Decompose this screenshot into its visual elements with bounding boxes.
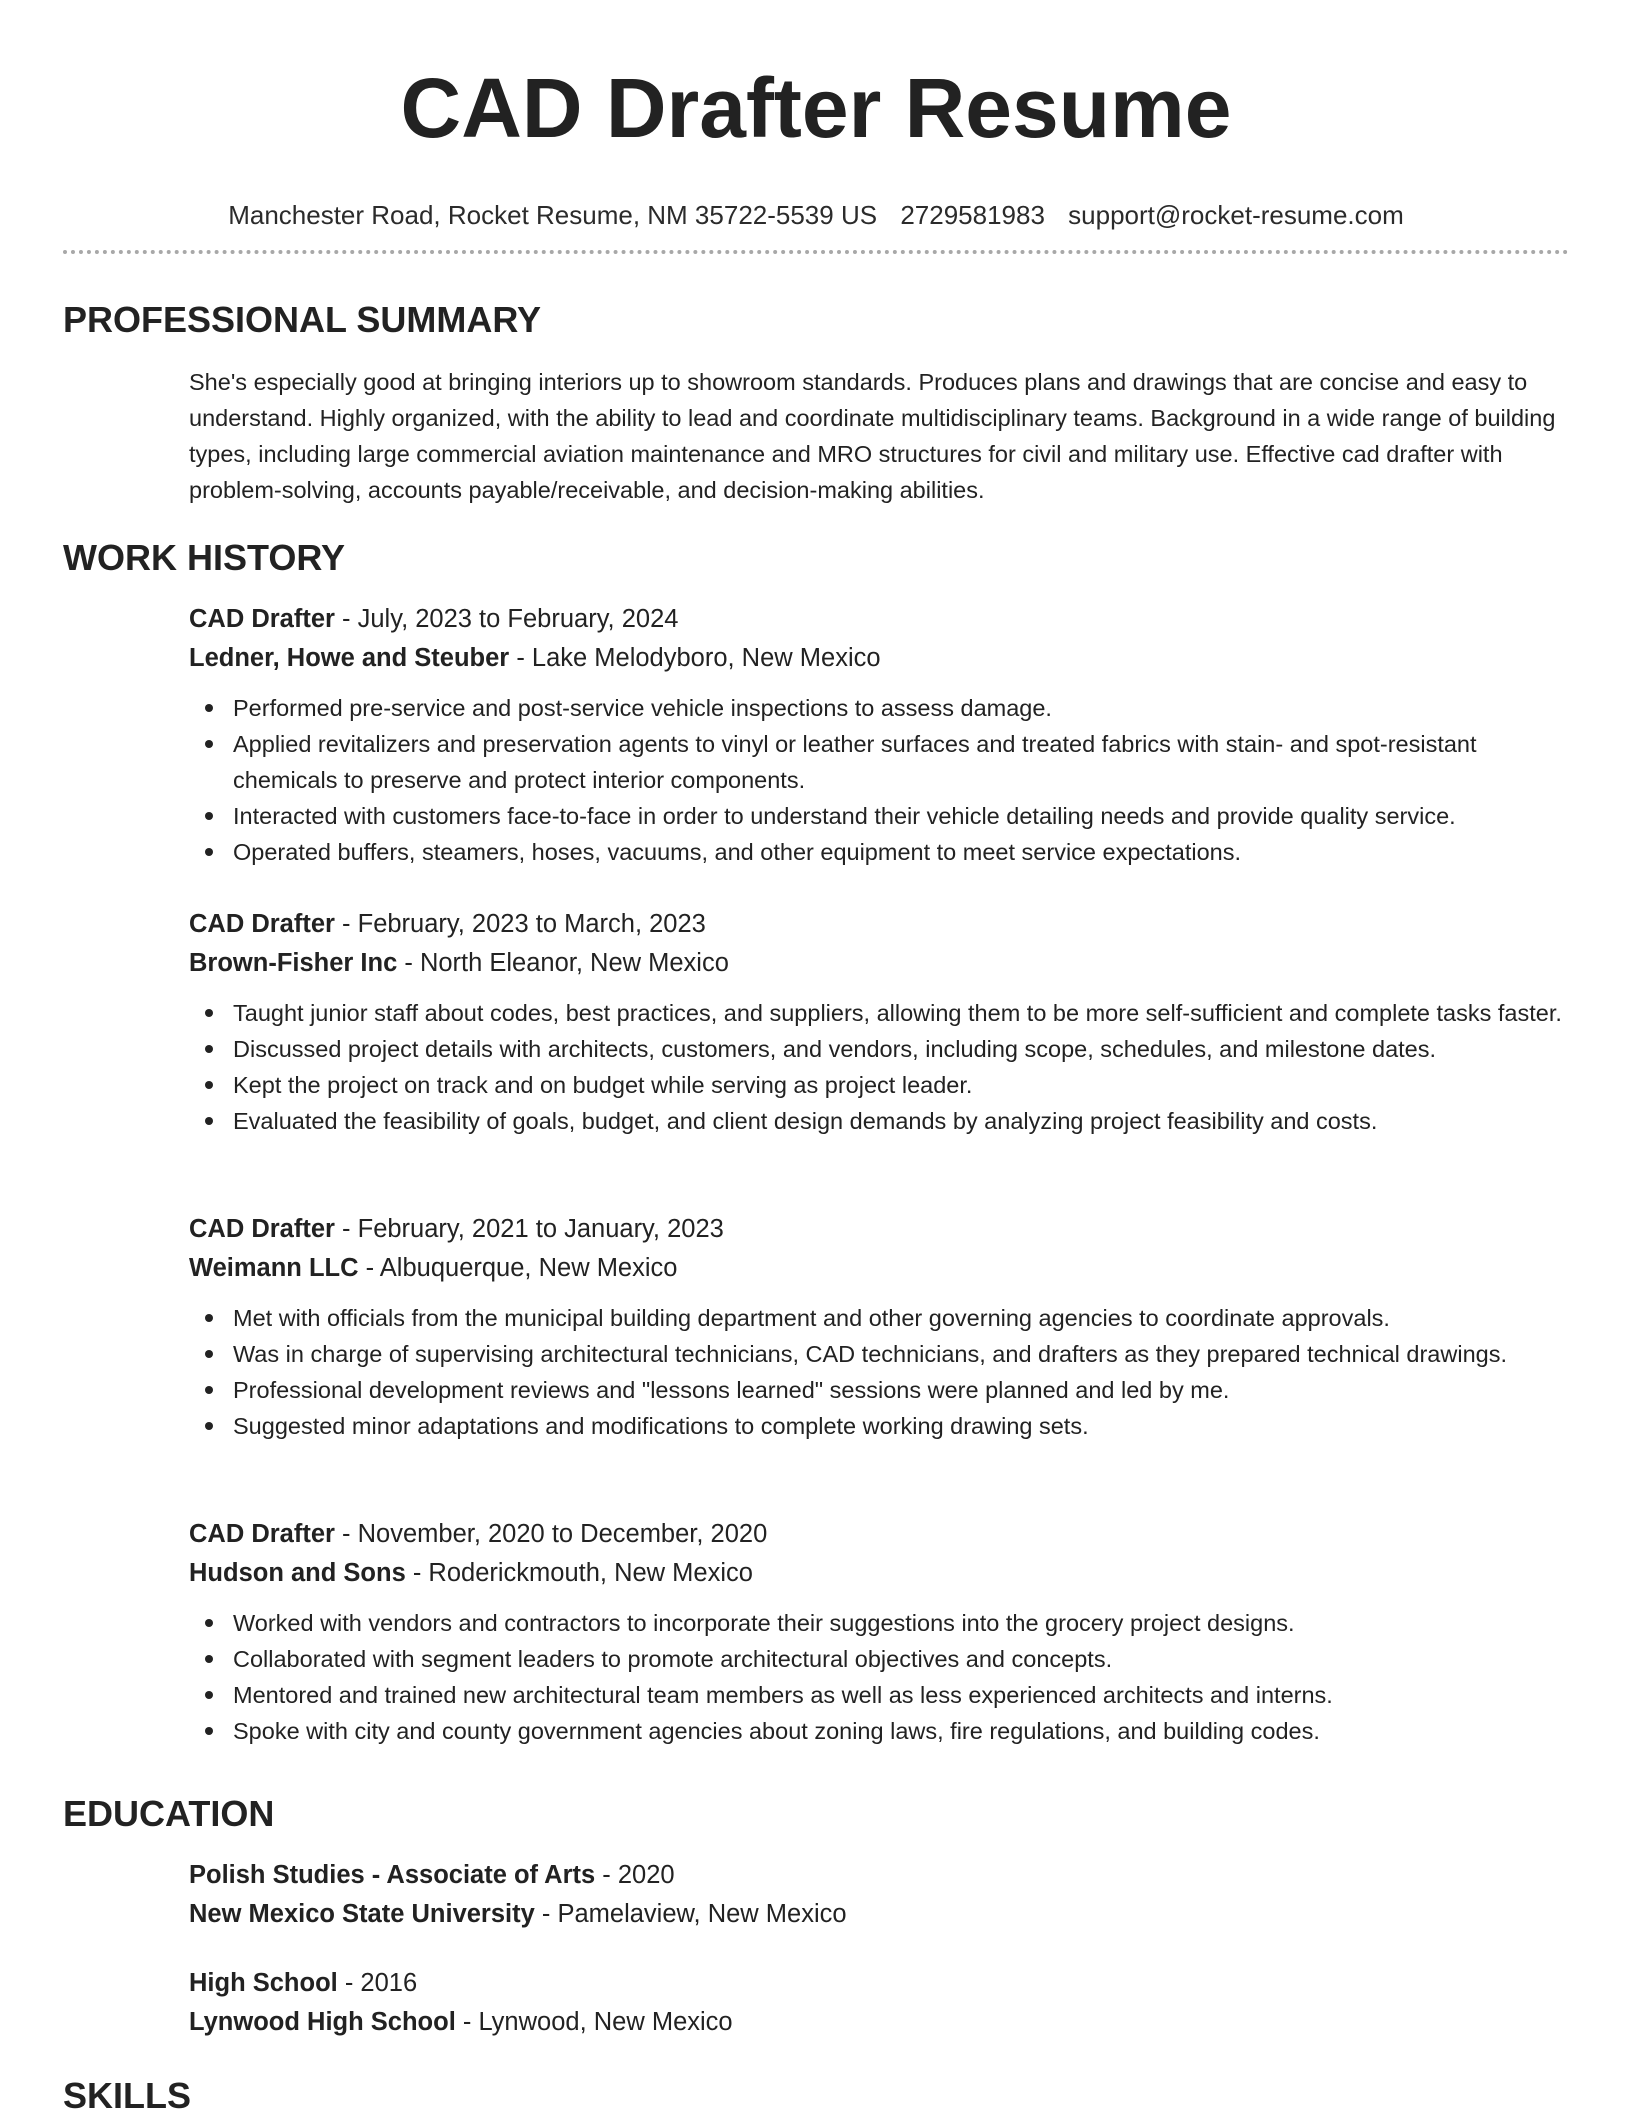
job-role-line [189,905,1569,944]
job-location: - Lake Melodyboro, New Mexico [509,644,881,672]
education-school: Lynwood High School [189,2008,456,2036]
job-company-line [189,639,1569,678]
job-bullets [189,1605,1569,1749]
bullet-item: Worked with vendors and contractors to incorporate their suggestions into the grocery project designs. [189,1605,1569,1641]
resume-title: CAD Drafter Resume [400,61,1232,155]
bullet-item: Professional development reviews and "lessons learned" sessions were planned and led by me. [189,1372,1569,1408]
education-year: - 2020 [595,1861,675,1889]
job-entry [189,1210,1569,1444]
section-title-summary: PROFESSIONAL SUMMARY [63,299,542,340]
job-location: - Albuquerque, New Mexico [358,1254,678,1282]
header-divider [63,250,1569,254]
section-title-work-history: WORK HISTORY [63,537,346,578]
job-company-line [189,1249,1569,1288]
job-company: Ledner, Howe and Steuber [189,644,510,672]
job-entry [189,905,1569,1139]
bullet-item: Suggested minor adaptations and modifications to complete working drawing sets. [189,1408,1569,1444]
phone-text: 2729581983 [900,200,1045,230]
bullet-item: Applied revitalizers and preservation agents to vinyl or leather surfaces and treated fabrics with stain- and spot-resistant chemicals to preserve and protect interior components. [189,726,1569,798]
job-role-line [189,1210,1569,1249]
education-location: - Lynwood, New Mexico [455,2008,733,2036]
education-school: New Mexico State University [189,1900,535,1928]
bullet-item: Interacted with customers face-to-face in order to understand their vehicle detailing needs and provide quality service. [189,798,1569,834]
section-title-skills: SKILLS [63,2075,192,2112]
address-text: Manchester Road, Rocket Resume, NM 35722-5539 US [228,200,878,230]
job-dates: - February, 2023 to March, 2023 [334,910,706,938]
job-dates: - July, 2023 to February, 2024 [334,605,679,633]
job-role: CAD Drafter [189,1215,335,1243]
job-company-line [189,1554,1569,1593]
job-dates: - November, 2020 to December, 2020 [334,1520,768,1548]
job-company: Weimann LLC [189,1254,359,1282]
education-degree-line [189,1856,1569,1895]
job-role-line [189,600,1569,639]
bullet-item: Kept the project on track and on budget while serving as project leader. [189,1067,1569,1103]
bullet-item: Performed pre-service and post-service vehicle inspections to assess damage. [189,690,1569,726]
contact-line [0,198,1632,232]
job-company-line [189,944,1569,983]
section-title-education: EDUCATION [63,1793,275,1834]
job-company: Brown-Fisher Inc [189,949,398,977]
education-school-line [189,2003,1569,2042]
job-location: - Roderickmouth, New Mexico [405,1559,753,1587]
education-location: - Pamelaview, New Mexico [534,1900,847,1928]
job-bullets [189,1300,1569,1444]
bullet-item: Mentored and trained new architectural team members as well as less experienced architects and interns. [189,1677,1569,1713]
summary-text: She's especially good at bringing interiors up to showroom standards. Produces plans and drawings that are concise and easy to understand. Highly organized, with the ability to lead and coordinate multidisciplinary teams. Background in a wide range of building types, including large commercial aviation maintenance and MRO structures for civil and military use. Effective cad drafter with problem-solving, accounts payable/receivable, and decision-making abilities. [189,369,1556,503]
job-bullets [189,995,1569,1139]
bullet-item: Spoke with city and county government agencies about zoning laws, fire regulations, and building codes. [189,1713,1569,1749]
job-location: - North Eleanor, New Mexico [397,949,729,977]
job-company: Hudson and Sons [189,1559,406,1587]
email-text: support@rocket-resume.com [1068,200,1404,230]
education-entry [189,1964,1569,2042]
job-role-line [189,1515,1569,1554]
education-degree-line [189,1964,1569,2003]
education-degree: High School [189,1969,338,1997]
education-school-line [189,1895,1569,1934]
bullet-item: Taught junior staff about codes, best practices, and suppliers, allowing them to be more self-sufficient and complete tasks faster. [189,995,1569,1031]
bullet-item: Was in charge of supervising architectural technicians, CAD technicians, and drafters as they prepared technical drawings. [189,1336,1569,1372]
job-entry [189,600,1569,870]
bullet-item: Operated buffers, steamers, hoses, vacuums, and other equipment to meet service expectations. [189,834,1569,870]
bullet-item: Discussed project details with architects, customers, and vendors, including scope, schedules, and milestone dates. [189,1031,1569,1067]
job-entry [189,1515,1569,1749]
job-role: CAD Drafter [189,605,335,633]
job-bullets [189,690,1569,870]
job-role: CAD Drafter [189,910,335,938]
job-role: CAD Drafter [189,1520,335,1548]
education-year: - 2016 [337,1969,418,1997]
education-entry [189,1856,1569,1934]
education-degree: Polish Studies - Associate of Arts [189,1861,596,1889]
bullet-item: Met with officials from the municipal building department and other governing agencies to coordinate approvals. [189,1300,1569,1336]
job-dates: - February, 2021 to January, 2023 [334,1215,724,1243]
bullet-item: Evaluated the feasibility of goals, budget, and client design demands by analyzing project feasibility and costs. [189,1103,1569,1139]
resume-header [0,0,1632,232]
bullet-item: Collaborated with segment leaders to promote architectural objectives and concepts. [189,1641,1569,1677]
